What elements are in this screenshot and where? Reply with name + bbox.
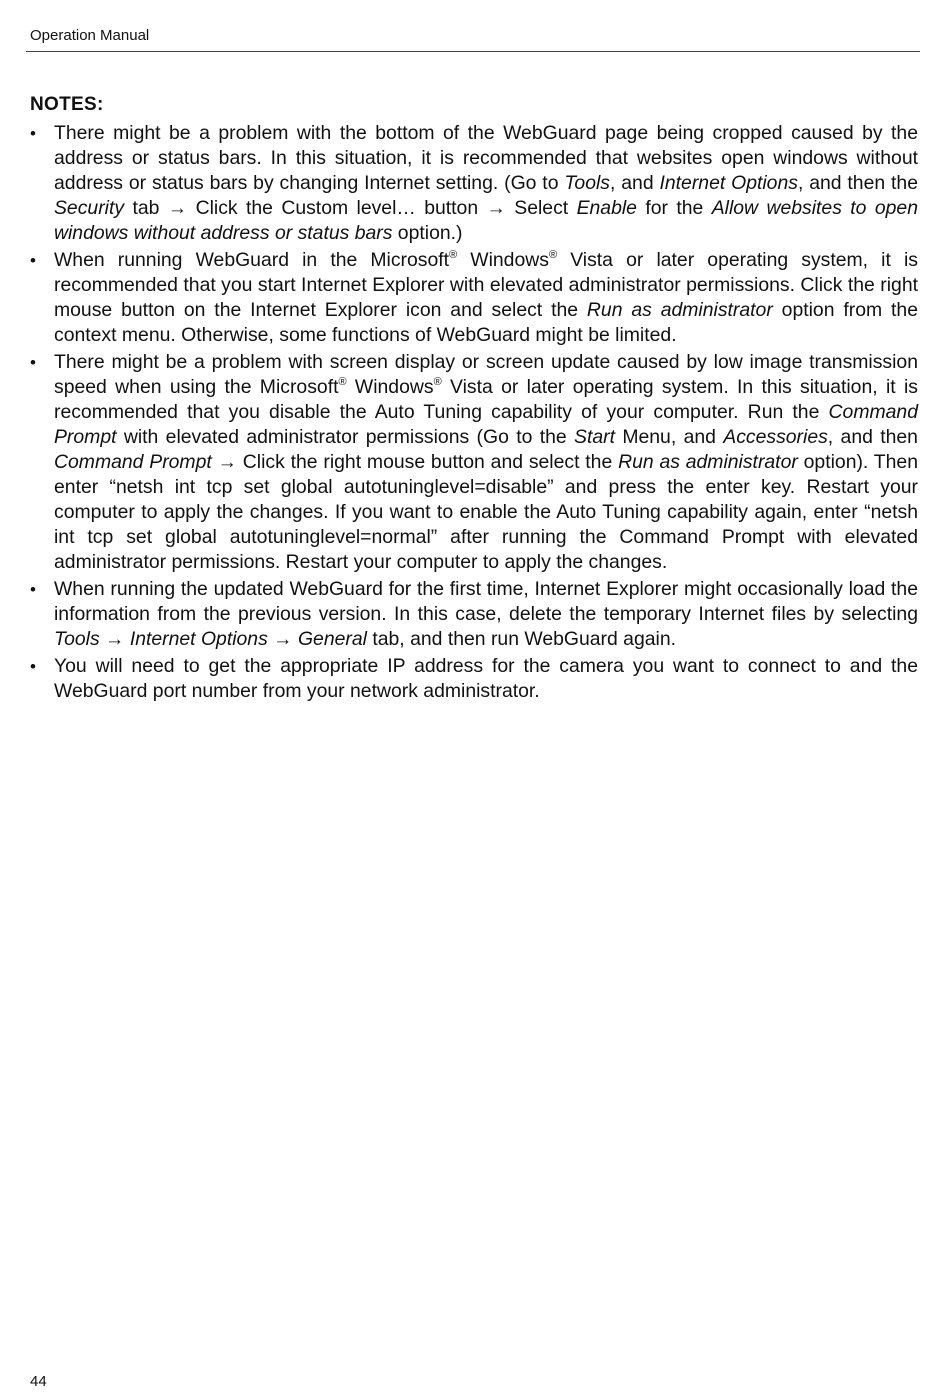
- text-run: →: [99, 628, 130, 650]
- note-item-1: [30, 121, 918, 246]
- notes-heading: NOTES:: [30, 94, 104, 115]
- text-run: , and then: [827, 426, 918, 448]
- bullet-icon: •: [30, 251, 36, 270]
- text-run: , and then the: [797, 172, 918, 194]
- text-run: option.): [392, 222, 463, 244]
- text-run: Vista or later operating system. In this situation, it is recommended that you disable the Auto Tuning capability of your computer. Run the: [54, 376, 918, 423]
- notes-list: [30, 121, 918, 706]
- note-item-2: [30, 248, 918, 348]
- bullet-icon: •: [30, 124, 36, 143]
- text-run: → Click the right mouse button and select the: [211, 451, 619, 473]
- text-run: Windows: [457, 249, 549, 271]
- text-run: tab → Click the Custom level… button → Select: [124, 197, 577, 219]
- text-run: You will need to get the appropriate IP address for the camera you want to connect to and the WebGuard port number from your network administrator.: [54, 655, 918, 702]
- note-text: [54, 351, 918, 573]
- italic-term: Security: [54, 197, 125, 219]
- text-run: tab, and then run WebGuard again.: [366, 628, 676, 650]
- text-run: Windows: [346, 376, 434, 398]
- italic-term: Tools: [564, 172, 610, 194]
- text-run: →: [267, 628, 298, 650]
- italic-term: Internet Options: [659, 172, 798, 194]
- text-run: option). Then enter “netsh int tcp set global autotuninglevel=disable” and press the enter key. Restart your computer to apply the changes. If you want to enable the Auto Tuning capability again, enter “netsh int tcp set global autotuninglevel=normal” after running the Command Prompt with elevated administrator permissions. Restart your computer to apply the changes.: [54, 451, 918, 573]
- text-run: Menu, and: [614, 426, 724, 448]
- registered-mark: ®: [548, 249, 558, 261]
- note-text: [54, 249, 918, 346]
- page-number: 44: [30, 1373, 47, 1390]
- note-item-5: [30, 654, 918, 704]
- header-divider: [26, 51, 920, 52]
- bullet-icon: •: [30, 657, 36, 676]
- italic-term: Internet Options: [129, 628, 268, 650]
- registered-mark: ®: [433, 376, 442, 388]
- italic-term: Command Prompt: [54, 401, 918, 448]
- italic-term: Run as administrator: [618, 451, 798, 473]
- note-item-4: [30, 577, 918, 652]
- text-run: When running WebGuard in the Microsoft: [54, 249, 450, 271]
- italic-term: Tools: [54, 628, 100, 650]
- text-run: option from the context menu. Otherwise, some functions of WebGuard might be limited.: [54, 299, 918, 346]
- italic-term: General: [297, 628, 367, 650]
- text-run: for the: [636, 197, 712, 219]
- italic-term: Accessories: [723, 426, 828, 448]
- note-text: [54, 578, 918, 650]
- italic-term: Allow websites to open windows without address or status bars: [54, 197, 918, 244]
- bullet-icon: •: [30, 353, 36, 372]
- note-text: [54, 122, 918, 244]
- italic-term: Enable: [576, 197, 637, 219]
- text-run: with elevated administrator permissions (Go to the: [116, 426, 575, 448]
- note-item-3: [30, 350, 918, 575]
- italic-term: Start: [574, 426, 615, 448]
- registered-mark: ®: [449, 249, 458, 261]
- registered-mark: ®: [338, 376, 347, 388]
- italic-term: Run as administrator: [586, 299, 773, 321]
- note-text: [54, 655, 918, 702]
- text-run: There might be a problem with the bottom of the WebGuard page being cropped caused by the address or status bars. In this situation, it is recommended that websites open windows without address or status bars by changing Internet setting. (Go to: [54, 122, 918, 194]
- text-run: Vista or later operating system, it is recommended that you start Internet Explorer with elevated administrator permissions. Click the right mouse button on the Internet Explorer icon and select the: [54, 249, 918, 321]
- text-run: There might be a problem with screen display or screen update caused by low image transmission speed when using the Microsoft: [54, 351, 918, 398]
- page-header-title: Operation Manual: [30, 27, 150, 44]
- italic-term: Command Prompt: [54, 451, 212, 473]
- bullet-icon: •: [30, 580, 36, 599]
- text-run: , and: [610, 172, 660, 194]
- text-run: When running the updated WebGuard for the first time, Internet Explorer might occasionally load the information from the previous version. In this case, delete the temporary Internet files by selecting: [54, 578, 918, 625]
